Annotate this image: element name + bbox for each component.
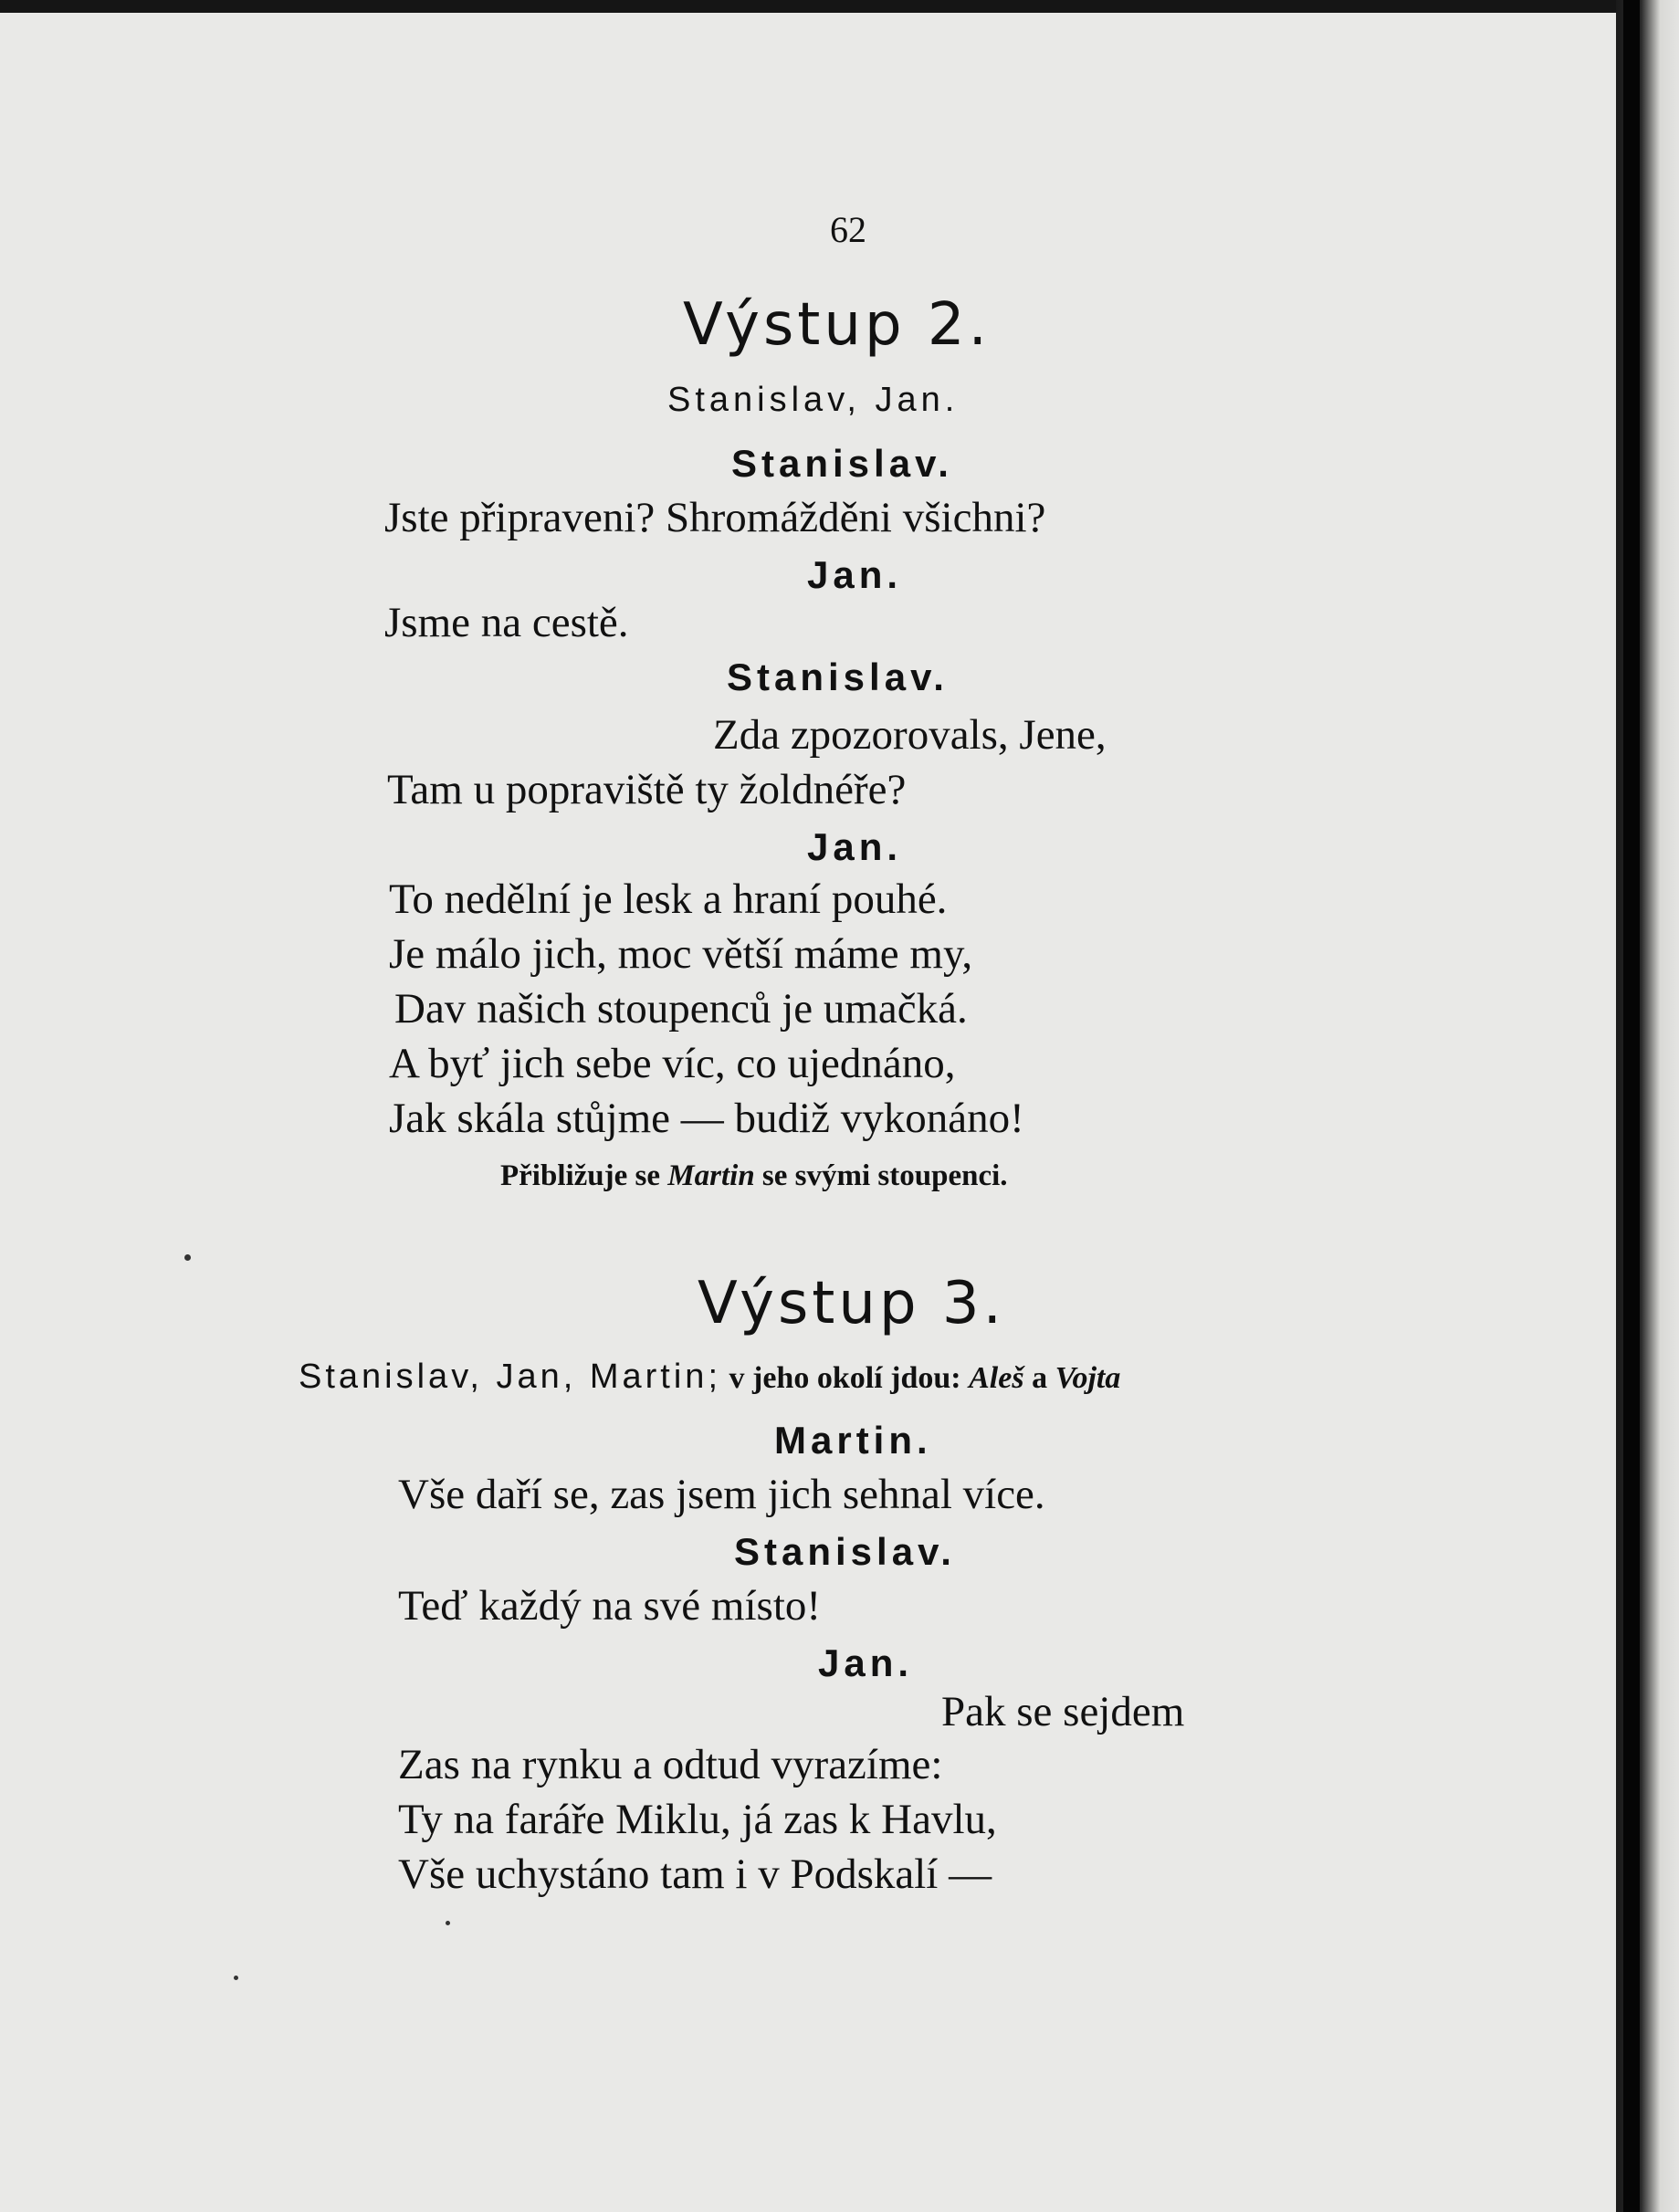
verse-line: To nedělní je lesk a hraní pouhé. xyxy=(389,875,948,923)
scene-3-cast xyxy=(299,1359,1120,1394)
scene-3-cast-conjunction: a xyxy=(1023,1361,1055,1395)
scene-3-cast-name-2: Vojta xyxy=(1055,1361,1121,1395)
speaker-name: Stanislav. xyxy=(734,1530,956,1573)
scene-3-cast-aside: v jeho okolí jdou: xyxy=(721,1361,970,1395)
speaker-name: Martin. xyxy=(774,1419,932,1462)
verse-line: Zda zpozorovals, Jene, xyxy=(713,711,1107,759)
speck xyxy=(234,1976,238,1980)
speaker-name: Jan. xyxy=(807,553,903,596)
verse-line: Teď každý na své místo! xyxy=(398,1582,822,1630)
verse-line: Vše uchystáno tam i v Podskalí — xyxy=(398,1850,992,1898)
speaker-name: Jan. xyxy=(807,825,903,868)
verse-line: Je málo jich, moc větší máme my, xyxy=(389,930,973,978)
verse-line: Dav našich stoupenců je umačká. xyxy=(394,985,968,1033)
binding-edge xyxy=(1623,0,1640,2212)
verse-line: A byť jich sebe víc, co ujednáno, xyxy=(389,1040,956,1087)
scene-3-heading: Výstup 3. xyxy=(698,1270,1005,1337)
speck xyxy=(446,1921,450,1925)
speaker-name: Stanislav. xyxy=(731,442,953,485)
scene-2-cast: Stanislav, Jan. xyxy=(667,381,960,419)
scene-3-cast-name-1: Aleš xyxy=(969,1361,1024,1395)
verse-line: Vše daří se, zas jsem jich sehnal více. xyxy=(398,1471,1045,1518)
speaker-name: Stanislav. xyxy=(727,655,949,698)
scene-3-cast-names: Stanislav, Jan, Martin; xyxy=(299,1358,722,1396)
verse-line: Jsme na cestě. xyxy=(384,599,629,646)
speck xyxy=(184,1254,191,1261)
stage-direction-after: se svými stoupenci. xyxy=(754,1159,1008,1192)
stage-direction-before: Přibližuje se xyxy=(500,1159,668,1192)
stage-direction-name: Martin xyxy=(667,1159,755,1192)
verse-line: Zas na rynku a odtud vyrazíme: xyxy=(398,1741,943,1788)
verse-line: Tam u popraviště ty žoldnéře? xyxy=(387,766,907,813)
speaker-name: Jan. xyxy=(818,1641,914,1684)
verse-line: Jste připraveni? Shromážděni všichni? xyxy=(384,494,1046,541)
stage-direction xyxy=(500,1161,1008,1191)
verse-line: Pak se sejdem xyxy=(941,1688,1185,1735)
scene-2-heading: Výstup 2. xyxy=(683,291,991,359)
page-number: 62 xyxy=(830,209,866,250)
verse-line: Ty na faráře Miklu, já zas k Havlu, xyxy=(398,1796,997,1843)
verse-line: Jak skála stůjme — budiž vykonáno! xyxy=(389,1095,1024,1142)
